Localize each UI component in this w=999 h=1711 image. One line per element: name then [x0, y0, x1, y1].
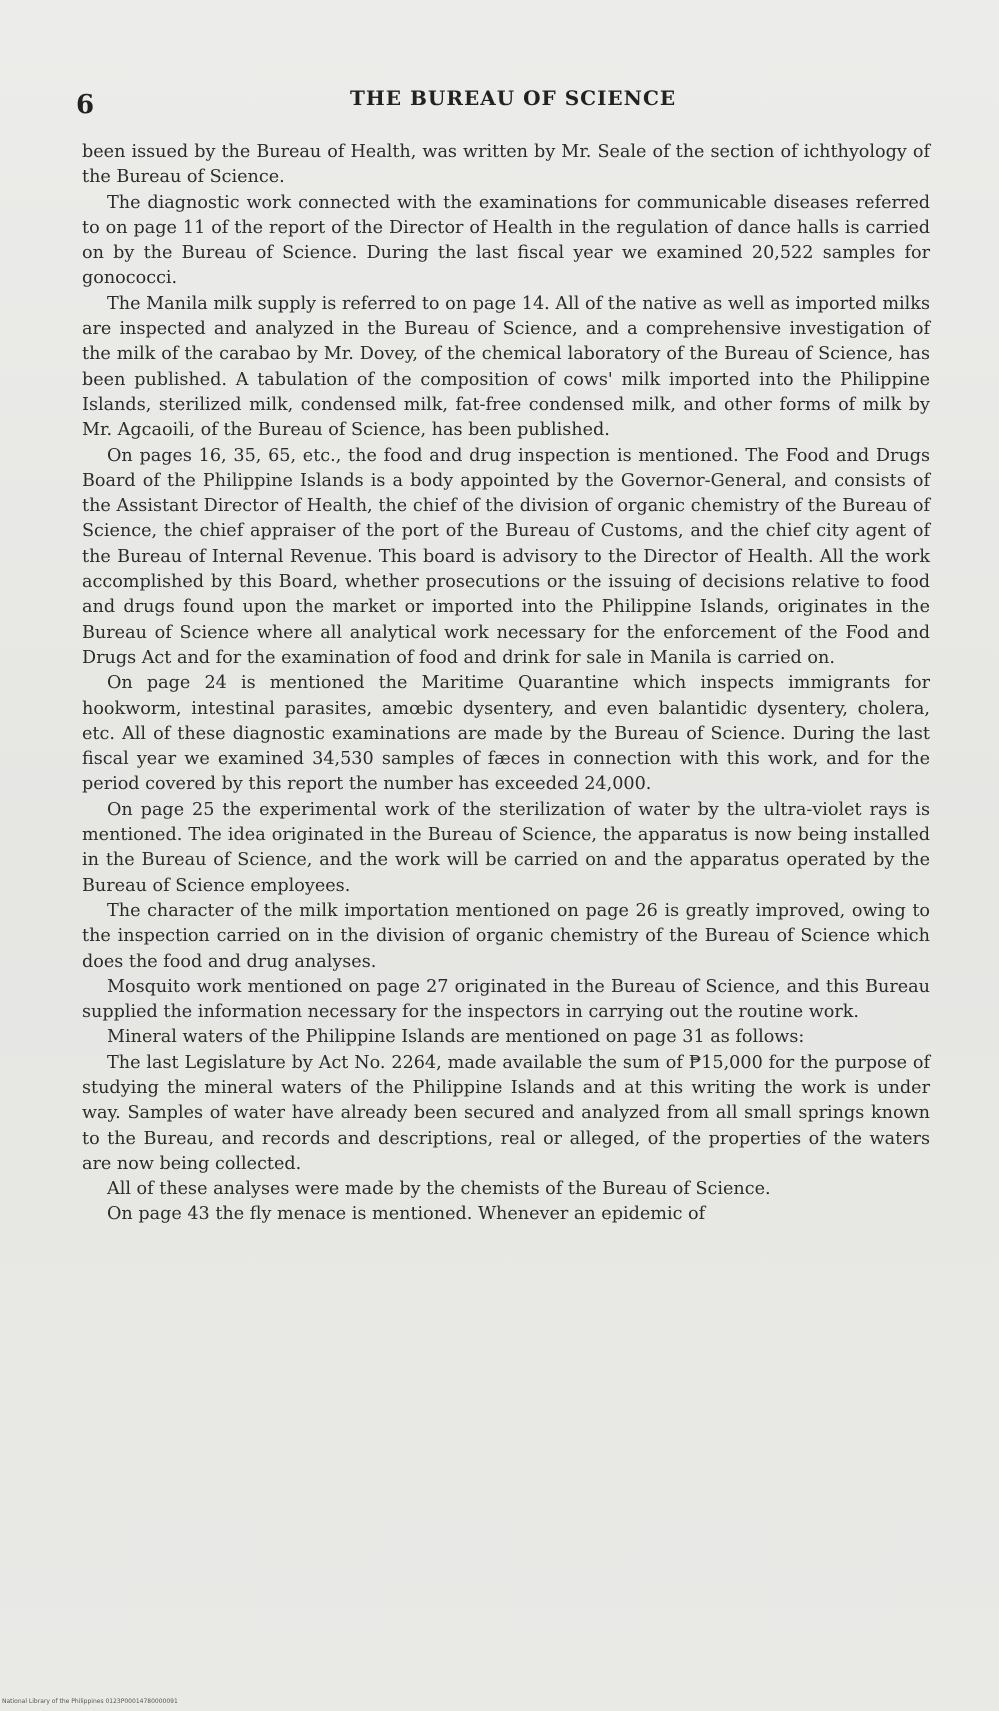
paragraph: been issued by the Bureau of Health, was written by Mr. Seale of the section of ichthyology of the Bureau of Science.: [82, 142, 930, 188]
paragraph: The diagnostic work connected with the examinations for communicable diseases referred to on page 11 of the report of the Director of Health in the regulation of dance halls is carried on by the Bureau of Science. During the last fiscal year we examined 20,522 samples for gonococci.: [82, 192, 930, 289]
paragraph: On page 25 the experimental work of the sterilization of water by the ultra-violet rays is mentioned. The idea originated in the Bureau of Science, the apparatus is now being installed in the Bureau of Science, and the work will be carried on and the apparatus operated by the Bureau of Science employees.: [82, 799, 930, 896]
paragraph: Mineral waters of the Philippine Islands are mentioned on page 31 as follows:: [107, 1027, 805, 1048]
paragraph: The last Legislature by Act No. 2264, made available the sum of ₱15,000 for the purpose of studying the mineral waters of the Philippine Islands and at this writing the work is under way. Samples of water have already been secured and analyzed from all small springs known to the Bureau, and records and descriptions, real or alleged, of the properties of the waters are now being collected.: [82, 1052, 930, 1174]
paragraph: On pages 16, 35, 65, etc., the food and drug inspection is mentioned. The Food and Drugs Board of the Philippine Islands is a body appointed by the Governor-General, and consists of the Assistant Director of Health, the chief of the division of organic chemistry of the Bureau of Science, the chief appraiser of the port of the Bureau of Customs, and the chief city agent of the Bureau of Internal Revenue. This board is advisory to the Director of Health. All the work accomplished by this Board, whether prosecutions or the issuing of decisions relative to food and drugs found upon the market or imported into the Philippine Islands, originates in the Bureau of Science where all analytical work necessary for the enforcement of the Food and Drugs Act and for the examination of food and drink for sale in Manila is carried on.: [82, 445, 930, 668]
running-head: THE BUREAU OF SCIENCE: [350, 86, 677, 110]
page-number: 6: [76, 90, 95, 120]
paragraph: All of these analyses were made by the chemists of the Bureau of Science.: [107, 1179, 771, 1200]
paragraph: On page 43 the fly menace is mentioned. Whenever an epidemic of: [107, 1204, 706, 1225]
paragraph: On page 24 is mentioned the Maritime Quarantine which inspects immigrants for hookworm, intestinal parasites, amœbic dysentery, and even balantidic dysentery, cholera, etc. All of these diagnostic examinations are made by the Bureau of Science. During the last fiscal year we examined 34,530 samples of fæces in connection with this work, and for the period covered by this report the number has exceeded 24,000.: [82, 673, 930, 795]
paragraph: Mosquito work mentioned on page 27 originated in the Bureau of Science, and this Bureau supplied the information necessary for the inspectors in carrying out the routine work.: [82, 976, 930, 1023]
paragraph: The character of the milk importation mentioned on page 26 is greatly improved, owing to the inspection carried on in the division of organic chemistry of the Bureau of Science which does the food and drug analyses.: [82, 900, 930, 972]
body-text: [82, 140, 930, 1228]
source-note: National Library of the Philippines 0123P00014780000091: [2, 1698, 178, 1705]
paragraph: The Manila milk supply is referred to on page 14. All of the native as well as imported milks are inspected and analyzed in the Bureau of Science, and a comprehensive investigation of the milk of the carabao by Mr. Dovey, of the chemical laboratory of the Bureau of Science, has been published. A tabulation of the composition of cows' milk imported into the Philippine Islands, sterilized milk, condensed milk, fat-free condensed milk, and other forms of milk by Mr. Agcaoili, of the Bureau of Science, has been published.: [82, 293, 930, 441]
